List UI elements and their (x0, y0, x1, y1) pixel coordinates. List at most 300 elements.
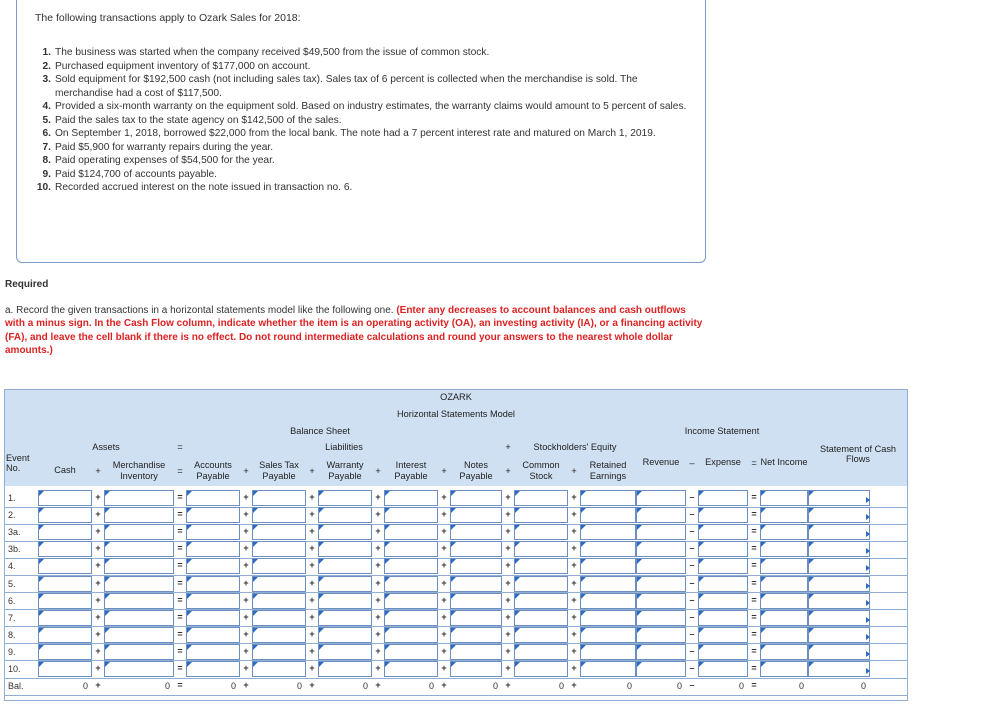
input-stp-5[interactable] (252, 576, 306, 592)
operator-plus: + (95, 543, 101, 554)
operator-plus: + (571, 645, 577, 656)
input-ni-3b[interactable] (760, 541, 808, 557)
header-operator-equals: = (174, 455, 186, 486)
operator-plus: + (309, 492, 315, 502)
balance-np: 0 (492, 681, 498, 692)
input-cash-2[interactable] (38, 507, 92, 523)
input-merch-3a[interactable] (104, 524, 174, 540)
operator-equals: = (751, 526, 757, 537)
header-operator-plus: + (240, 455, 252, 486)
input-rev-6[interactable] (636, 593, 686, 609)
assets-header: Assets (38, 439, 174, 455)
input-cash-5[interactable] (38, 576, 92, 592)
cash-flows-header: Statement of Cash Flows (808, 422, 908, 486)
header-operator-plus: + (372, 455, 384, 486)
event-no-header: Event No. (4, 439, 40, 486)
input-ap-5[interactable] (186, 576, 240, 592)
transaction-item (31, 127, 691, 141)
transaction-number: 10. (36, 182, 51, 193)
operator-plus: + (95, 680, 101, 691)
event-row-label: 2. (8, 510, 16, 521)
operator-plus: + (309, 577, 315, 588)
input-ip-6[interactable] (384, 593, 438, 609)
input-cf-9[interactable] (808, 644, 870, 660)
input-stp-8[interactable] (252, 627, 306, 643)
transaction-item (31, 141, 691, 155)
input-np-6[interactable] (450, 593, 502, 609)
input-stp-1[interactable] (252, 490, 306, 506)
input-wp-1[interactable] (318, 490, 372, 506)
input-rev-3a[interactable] (636, 524, 686, 540)
input-np-4[interactable] (450, 558, 502, 574)
input-ip-9[interactable] (384, 644, 438, 660)
input-np-10[interactable] (450, 661, 502, 677)
transaction-text: Recorded accrued interest on the note issued in transaction no. 6. (55, 182, 353, 193)
column-header-wp: Warranty Payable (318, 455, 372, 486)
operator-plus: + (95, 509, 101, 520)
input-np-5[interactable] (450, 576, 502, 592)
operator-equals: = (177, 526, 183, 537)
operator-plus: + (375, 628, 381, 639)
header-operator-plus: + (568, 455, 580, 486)
transaction-item (31, 114, 691, 128)
input-cash-8[interactable] (38, 627, 92, 643)
operator-plus: + (243, 543, 249, 554)
operator-plus: + (375, 509, 381, 520)
problem-intro: The following transactions apply to Ozark Sales for 2018: (35, 12, 301, 24)
input-rev-9[interactable] (636, 644, 686, 660)
operator-equals: = (751, 492, 757, 502)
input-cf-3a[interactable] (808, 524, 870, 540)
input-ni-3a[interactable] (760, 524, 808, 540)
operator-equals: = (751, 577, 757, 588)
input-cs-8[interactable] (514, 627, 568, 643)
input-cf-4[interactable] (808, 558, 870, 574)
operator-plus: + (243, 645, 249, 656)
input-cs-3b[interactable] (514, 541, 568, 557)
input-ap-7[interactable] (186, 610, 240, 626)
operator-plus: + (243, 628, 249, 639)
input-np-9[interactable] (450, 644, 502, 660)
operator-equals: = (751, 611, 757, 622)
input-cash-9[interactable] (38, 644, 92, 660)
input-cf-3b[interactable] (808, 541, 870, 557)
input-rev-5[interactable] (636, 576, 686, 592)
requirement-a-instructions: (Enter any decreases to account balances and cash outflows with a minus sign. In the Cash Flow column, indicate whether the item is an operating activity (OA), an investing activity (IA), or a financing activity (FA), and leave the cell blank if there is no effect. Do not round intermediate calculations and round your answers to the nearest whole dollar amounts.) (5, 305, 703, 357)
input-rev-2[interactable] (636, 507, 686, 523)
operator-plus: + (441, 611, 447, 622)
operator-plus: + (441, 645, 447, 656)
input-ap-9[interactable] (186, 644, 240, 660)
transaction-item (31, 100, 691, 114)
input-cf-2[interactable] (808, 507, 870, 523)
operator-equals: = (177, 594, 183, 605)
equity-header: Stockholders' Equity (514, 439, 636, 455)
operator-plus: + (505, 509, 511, 520)
input-re-6[interactable] (580, 593, 636, 609)
input-exp-2[interactable] (698, 507, 748, 523)
input-ni-9[interactable] (760, 644, 808, 660)
balance-wp: 0 (362, 681, 368, 692)
operator-plus: + (309, 680, 315, 691)
input-wp-5[interactable] (318, 576, 372, 592)
operator-plus: + (441, 492, 447, 502)
input-rev-7[interactable] (636, 610, 686, 626)
operator-plus: + (243, 680, 249, 691)
operator-plus: + (571, 680, 577, 691)
input-wp-4[interactable] (318, 558, 372, 574)
input-np-3a[interactable] (450, 524, 502, 540)
operator-minus: – (689, 526, 695, 537)
operator-plus: + (95, 645, 101, 656)
balance-merch: 0 (164, 681, 170, 692)
input-cash-6[interactable] (38, 593, 92, 609)
input-cs-3a[interactable] (514, 524, 568, 540)
input-cash-1[interactable] (38, 490, 92, 506)
input-re-10[interactable] (580, 661, 636, 677)
operator-plus: + (505, 594, 511, 605)
input-stp-4[interactable] (252, 558, 306, 574)
input-ni-10[interactable] (760, 661, 808, 677)
operator-equals: = (751, 628, 757, 639)
operator-minus: – (689, 594, 695, 605)
transaction-text: Paid operating expenses of $54,500 for the year. (55, 155, 275, 166)
input-re-5[interactable] (580, 576, 636, 592)
input-ni-8[interactable] (760, 627, 808, 643)
operator-plus: + (505, 645, 511, 656)
horizontal-statements-model (4, 389, 908, 701)
transaction-text: Sold equipment for $192,500 cash (not including sales tax). Sales tax of 6 percent is collected when the merchandise is sold. The merchandise had a cost of $117,500. (55, 74, 638, 99)
balance-sheet-header: Balance Sheet (4, 422, 636, 439)
input-ni-5[interactable] (760, 576, 808, 592)
operator-plus: + (309, 628, 315, 639)
operator-plus: + (243, 663, 249, 673)
operator-plus: + (375, 611, 381, 622)
input-ni-4[interactable] (760, 558, 808, 574)
input-re-8[interactable] (580, 627, 636, 643)
input-merch-3b[interactable] (104, 541, 174, 557)
operator-plus: + (505, 526, 511, 537)
input-ip-10[interactable] (384, 661, 438, 677)
header-operator-plus: + (92, 455, 104, 486)
operator-minus: – (689, 577, 695, 588)
input-cs-6[interactable] (514, 593, 568, 609)
input-wp-10[interactable] (318, 661, 372, 677)
input-cash-3a[interactable] (38, 524, 92, 540)
input-ni-7[interactable] (760, 610, 808, 626)
input-cash-10[interactable] (38, 661, 92, 677)
input-exp-10[interactable] (698, 661, 748, 677)
input-exp-4[interactable] (698, 558, 748, 574)
transaction-text: Paid $124,700 of accounts payable. (55, 168, 217, 180)
input-rev-4[interactable] (636, 558, 686, 574)
input-ni-2[interactable] (760, 507, 808, 523)
table-border (4, 389, 908, 390)
input-cf-1[interactable] (808, 490, 870, 506)
input-cs-1[interactable] (514, 490, 568, 506)
input-merch-5[interactable] (104, 576, 174, 592)
input-exp-6[interactable] (698, 593, 748, 609)
input-cash-4[interactable] (38, 558, 92, 574)
transaction-number: 8. (42, 155, 51, 166)
input-exp-1[interactable] (698, 490, 748, 506)
input-cs-4[interactable] (514, 558, 568, 574)
transaction-item (31, 46, 691, 60)
operator-equals: = (177, 543, 183, 554)
input-exp-8[interactable] (698, 627, 748, 643)
input-wp-6[interactable] (318, 593, 372, 609)
input-merch-2[interactable] (104, 507, 174, 523)
input-ap-2[interactable] (186, 507, 240, 523)
operator-plus: + (571, 628, 577, 639)
input-exp-9[interactable] (698, 644, 748, 660)
column-header-ni: Net Income (760, 439, 808, 486)
header-operator-equals: = (748, 439, 760, 486)
operator-equals: = (751, 680, 757, 691)
transaction-number: 3. (42, 74, 51, 85)
input-ap-10[interactable] (186, 661, 240, 677)
input-ip-5[interactable] (384, 576, 438, 592)
event-row-label: 3b. (8, 544, 21, 555)
input-stp-2[interactable] (252, 507, 306, 523)
input-cs-2[interactable] (514, 507, 568, 523)
operator-plus: + (571, 577, 577, 588)
transaction-item (31, 154, 691, 168)
operator-minus: – (689, 560, 695, 571)
event-row-label: 9. (8, 646, 16, 657)
operator-plus: + (95, 492, 101, 502)
operator-plus: + (505, 663, 511, 673)
input-cs-9[interactable] (514, 644, 568, 660)
operator-plus: + (375, 492, 381, 502)
operator-plus: + (309, 663, 315, 673)
event-row-label: 3a. (8, 527, 21, 538)
input-wp-8[interactable] (318, 627, 372, 643)
operator-plus: + (505, 680, 511, 691)
operator-minus: – (689, 509, 695, 520)
input-ip-8[interactable] (384, 627, 438, 643)
operator-plus: + (571, 492, 577, 502)
input-ip-4[interactable] (384, 558, 438, 574)
operator-plus: + (571, 560, 577, 571)
input-re-2[interactable] (580, 507, 636, 523)
input-re-1[interactable] (580, 490, 636, 506)
input-wp-7[interactable] (318, 610, 372, 626)
table-border (4, 700, 908, 701)
column-header-exp: Expense (698, 439, 748, 486)
input-np-8[interactable] (450, 627, 502, 643)
operator-plus: + (95, 594, 101, 605)
transaction-number: 6. (42, 128, 51, 139)
operator-plus: + (95, 526, 101, 537)
input-rev-3b[interactable] (636, 541, 686, 557)
input-stp-3a[interactable] (252, 524, 306, 540)
operator-plus: + (309, 526, 315, 537)
input-stp-7[interactable] (252, 610, 306, 626)
event-row-label: 4. (8, 561, 16, 572)
balance-cs: 0 (558, 681, 564, 692)
input-merch-9[interactable] (104, 644, 174, 660)
input-np-1[interactable] (450, 490, 502, 506)
operator-plus: + (309, 560, 315, 571)
operator-plus: + (375, 526, 381, 537)
input-ip-3b[interactable] (384, 541, 438, 557)
input-rev-1[interactable] (636, 490, 686, 506)
input-merch-7[interactable] (104, 610, 174, 626)
operator-plus: + (309, 611, 315, 622)
operator-equals: = (177, 645, 183, 656)
input-stp-10[interactable] (252, 661, 306, 677)
input-np-3b[interactable] (450, 541, 502, 557)
event-row-label: 8. (8, 629, 16, 640)
transaction-text: The business was started when the company received $49,500 from the issue of common stock. (55, 47, 490, 58)
input-merch-6[interactable] (104, 593, 174, 609)
input-cf-6[interactable] (808, 593, 870, 609)
input-merch-4[interactable] (104, 558, 174, 574)
operator-plus: + (375, 663, 381, 673)
operator-plus: + (375, 543, 381, 554)
event-row-label: 6. (8, 595, 16, 606)
input-stp-3b[interactable] (252, 541, 306, 557)
input-stp-9[interactable] (252, 644, 306, 660)
input-merch-1[interactable] (104, 490, 174, 506)
input-ap-6[interactable] (186, 593, 240, 609)
operator-plus: + (441, 526, 447, 537)
input-re-4[interactable] (580, 558, 636, 574)
operator-equals: = (751, 663, 757, 673)
input-np-7[interactable] (450, 610, 502, 626)
transaction-list (31, 46, 691, 195)
operator-plus: + (375, 560, 381, 571)
operator-equals: = (177, 509, 183, 520)
input-cf-5[interactable] (808, 576, 870, 592)
input-cf-7[interactable] (808, 610, 870, 626)
input-ap-3a[interactable] (186, 524, 240, 540)
operator-plus: + (441, 663, 447, 673)
input-wp-2[interactable] (318, 507, 372, 523)
input-cs-10[interactable] (514, 661, 568, 677)
input-cs-7[interactable] (514, 610, 568, 626)
operator-plus: + (243, 560, 249, 571)
operator-plus: + (571, 611, 577, 622)
input-exp-7[interactable] (698, 610, 748, 626)
input-cs-5[interactable] (514, 576, 568, 592)
input-ip-3a[interactable] (384, 524, 438, 540)
operator-equals: = (177, 611, 183, 622)
input-ip-1[interactable] (384, 490, 438, 506)
input-wp-9[interactable] (318, 644, 372, 660)
input-cf-8[interactable] (808, 627, 870, 643)
input-wp-3b[interactable] (318, 541, 372, 557)
operator-plus: + (243, 509, 249, 520)
requirement-a-text: a. Record the given transactions in a horizontal statements model like the following one. (5, 305, 397, 316)
balance-ni: 0 (798, 681, 804, 692)
operator-plus: + (571, 594, 577, 605)
input-ap-3b[interactable] (186, 541, 240, 557)
input-cash-3b[interactable] (38, 541, 92, 557)
operator-plus: + (375, 577, 381, 588)
transaction-item (31, 60, 691, 74)
operator-plus: + (95, 560, 101, 571)
operator-minus: – (689, 663, 695, 673)
operator-plus: + (243, 611, 249, 622)
operator-plus: + (309, 645, 315, 656)
balance-ip: 0 (428, 681, 434, 692)
transaction-item (31, 181, 691, 195)
input-exp-3a[interactable] (698, 524, 748, 540)
liabilities-header: Liabilities (186, 439, 502, 455)
input-ip-7[interactable] (384, 610, 438, 626)
transaction-number: 1. (42, 47, 51, 58)
column-header-ip: Interest Payable (384, 455, 438, 486)
operator-plus: + (441, 560, 447, 571)
operator-plus: + (243, 492, 249, 502)
input-merch-10[interactable] (104, 661, 174, 677)
operator-plus: + (375, 645, 381, 656)
column-header-cash: Cash (38, 455, 92, 486)
input-wp-3a[interactable] (318, 524, 372, 540)
input-exp-5[interactable] (698, 576, 748, 592)
operator-equals: = (751, 560, 757, 571)
event-row-label: 10. (8, 664, 21, 674)
input-ap-1[interactable] (186, 490, 240, 506)
transaction-number: 5. (42, 114, 51, 126)
operator-minus: – (689, 543, 695, 554)
input-cf-10[interactable] (808, 661, 870, 677)
column-header-np: Notes Payable (450, 455, 502, 486)
input-cash-7[interactable] (38, 610, 92, 626)
input-re-9[interactable] (580, 644, 636, 660)
row-divider (4, 695, 908, 696)
operator-plus: + (243, 526, 249, 537)
column-header-rev: Revenue (636, 439, 686, 486)
operator-minus: – (689, 611, 695, 622)
operator-plus: + (571, 663, 577, 673)
operator-plus: + (309, 509, 315, 520)
input-ni-1[interactable] (760, 490, 808, 506)
transaction-text: Paid the sales tax to the state agency on $142,500 of the sales. (55, 114, 342, 126)
input-stp-6[interactable] (252, 593, 306, 609)
company-header: OZARK (4, 389, 908, 405)
transaction-item (31, 168, 691, 182)
input-rev-8[interactable] (636, 627, 686, 643)
operator-plus: + (95, 663, 101, 673)
table-border (4, 389, 5, 701)
input-ap-4[interactable] (186, 558, 240, 574)
plus-sign: + (502, 439, 514, 455)
input-ni-6[interactable] (760, 593, 808, 609)
header-operator-plus: + (438, 455, 450, 486)
transaction-text: Paid $5,900 for warranty repairs during the year. (55, 141, 274, 153)
transaction-number: 9. (42, 168, 51, 180)
input-rev-10[interactable] (636, 661, 686, 677)
input-np-2[interactable] (450, 507, 502, 523)
column-header-stp: Sales Tax Payable (252, 455, 306, 486)
input-re-3b[interactable] (580, 541, 636, 557)
input-merch-8[interactable] (104, 627, 174, 643)
operator-plus: + (375, 680, 381, 691)
operator-plus: + (243, 577, 249, 588)
operator-plus: + (505, 543, 511, 554)
transaction-text: Purchased equipment inventory of $177,000 on account. (55, 60, 311, 72)
input-ap-8[interactable] (186, 627, 240, 643)
input-re-7[interactable] (580, 610, 636, 626)
operator-equals: = (177, 680, 183, 691)
operator-minus: – (689, 645, 695, 656)
input-ip-2[interactable] (384, 507, 438, 523)
input-re-3a[interactable] (580, 524, 636, 540)
input-exp-3b[interactable] (698, 541, 748, 557)
